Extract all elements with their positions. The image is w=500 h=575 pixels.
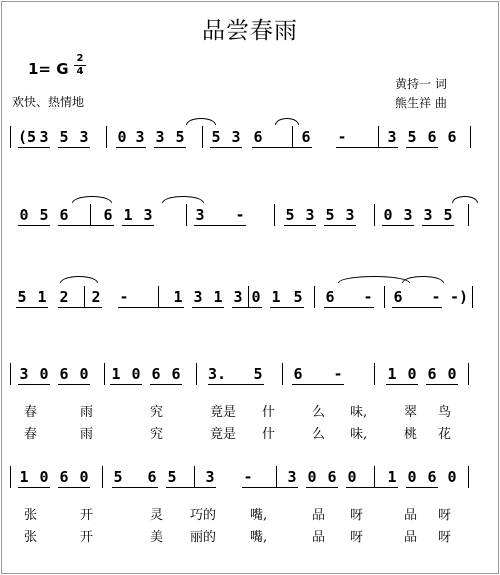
lyric-line2-word: 品 (312, 530, 326, 545)
time-signature (72, 53, 88, 78)
lyric-line2-word: 呀 (438, 530, 452, 545)
beam-line (58, 487, 90, 488)
note: 1 (19, 468, 29, 486)
note: - (333, 365, 343, 383)
note: 0 (79, 468, 89, 486)
beam-line (210, 147, 242, 148)
note: - (337, 128, 347, 146)
note: 6 (253, 128, 263, 146)
bar-line (292, 126, 293, 148)
lyric-line2-word: 开 (80, 530, 94, 545)
beam-line (406, 487, 438, 488)
note: 5 (175, 128, 185, 146)
slur-arc (72, 196, 112, 203)
bar-line (384, 286, 385, 308)
beam-line (58, 307, 102, 308)
note: 0 (19, 206, 29, 224)
note: 3 (423, 206, 433, 224)
note: 1 (37, 288, 47, 306)
meter-bottom: 4 (76, 66, 84, 77)
note: 5 (211, 128, 221, 146)
lyric-line1-word: 什 (262, 405, 276, 420)
note: 0 (117, 128, 127, 146)
bar-line (470, 126, 471, 148)
note: - (235, 206, 245, 224)
bar-line (202, 126, 203, 148)
bar-line (106, 126, 107, 148)
note: 3 (233, 288, 243, 306)
note: 5 (325, 206, 335, 224)
lyric-line2-word: 品 (404, 530, 418, 545)
lyric-line2-word: 味, (350, 427, 368, 442)
beam-line (16, 307, 48, 308)
lyric-line1-word: 么 (312, 405, 326, 420)
lyric-line1-word: 开 (80, 508, 94, 523)
bar-line (196, 363, 197, 385)
lyric-line2-word: 花 (438, 427, 452, 442)
bar-line (194, 466, 195, 488)
lyric-line2-word: 竟是 (210, 427, 237, 442)
beam-line (110, 384, 142, 385)
note: 5 (293, 288, 303, 306)
beam-line (422, 225, 454, 226)
beam-line (242, 487, 298, 488)
note: 0 (39, 468, 49, 486)
note: 3 (403, 206, 413, 224)
slur-arc (186, 118, 216, 125)
note: 3 (143, 206, 153, 224)
note: 3 (345, 206, 355, 224)
note: 3 (193, 288, 203, 306)
lyric-line1-word: 巧的 (190, 508, 217, 523)
note: 5 (113, 468, 123, 486)
note: 6 (59, 468, 69, 486)
note: 6 (147, 468, 157, 486)
bar-line (104, 363, 105, 385)
lyric-line1-word: 品 (312, 508, 326, 523)
beam-line (122, 225, 154, 226)
bar-line (10, 363, 11, 385)
note: 6 (447, 128, 457, 146)
note: 6 (393, 288, 403, 306)
note: 5 (407, 128, 417, 146)
bar-line (10, 126, 11, 148)
lyric-line2-word: 丽的 (190, 530, 217, 545)
tempo-marking: 欢快、热情地 (12, 95, 85, 109)
meter-top: 2 (76, 53, 84, 64)
bar-line (468, 466, 469, 488)
note: 3 (135, 128, 145, 146)
beam-line (58, 147, 90, 148)
lyric-line2-word: 桃 (404, 427, 418, 442)
note: 3 (231, 128, 241, 146)
lyricist-credit: 黄持一 词 (395, 77, 447, 91)
bar-line (374, 204, 375, 226)
bar-line (282, 363, 283, 385)
note: 0 (447, 365, 457, 383)
bar-line (90, 204, 91, 226)
note: 3 (39, 128, 49, 146)
bar-line (84, 286, 85, 308)
bar-line (248, 286, 249, 308)
beam-line (306, 487, 338, 488)
note: - (363, 288, 373, 306)
note: 3 (305, 206, 315, 224)
note: 0 (307, 468, 317, 486)
lyric-line1-word: 嘴, (250, 508, 268, 523)
slur-arc (338, 276, 410, 283)
beam-line (118, 307, 184, 308)
note: 3 (387, 128, 397, 146)
note: (5 (18, 128, 37, 146)
beam-line (154, 147, 186, 148)
beam-line (426, 384, 458, 385)
lyric-line1-word: 张 (24, 508, 38, 523)
beam-line (232, 307, 262, 308)
bar-line (468, 363, 469, 385)
slur-arc (162, 196, 204, 203)
note: 5 (59, 128, 69, 146)
note: 1 (111, 365, 121, 383)
bar-line (10, 466, 11, 488)
note: 1 (387, 365, 397, 383)
lyric-line1-word: 鸟 (438, 405, 452, 420)
beam-line (284, 225, 316, 226)
note: 6 (293, 365, 303, 383)
note: 0 (347, 468, 357, 486)
slur-arc (275, 118, 299, 125)
note: - (119, 288, 129, 306)
beam-line (270, 307, 304, 308)
song-title: 品尝春雨 (202, 18, 298, 44)
beam-line (382, 225, 414, 226)
beam-line (292, 384, 344, 385)
lyric-line1-word: 呀 (438, 508, 452, 523)
note: 5 (39, 206, 49, 224)
note: 6 (103, 206, 113, 224)
note: 5 (443, 206, 453, 224)
beam-line (150, 384, 182, 385)
note: 6 (59, 365, 69, 383)
note: 6 (327, 468, 337, 486)
note: 0 (39, 365, 49, 383)
bar-line (374, 466, 375, 488)
bar-line (186, 204, 187, 226)
bar-line (314, 286, 315, 308)
note: 0 (407, 468, 417, 486)
note: 3 (19, 365, 29, 383)
note: 0 (447, 468, 457, 486)
note: - (431, 288, 441, 306)
note: 0 (407, 365, 417, 383)
note: 0 (383, 206, 393, 224)
bar-line (274, 204, 275, 226)
note: 6 (427, 468, 437, 486)
note: 1 (213, 288, 223, 306)
lyric-line2-word: 嘴, (250, 530, 268, 545)
note: 1 (173, 288, 183, 306)
bar-line (374, 363, 375, 385)
note: 5 (285, 206, 295, 224)
beam-line (208, 384, 264, 385)
slur-arc (60, 276, 98, 283)
beam-line (194, 225, 246, 226)
note: 6 (59, 206, 69, 224)
note: 5 (17, 288, 27, 306)
bar-line (102, 466, 103, 488)
note: 6 (301, 128, 311, 146)
key-signature: 1= G (28, 60, 69, 78)
beam-line (18, 487, 50, 488)
note: 3. (208, 365, 227, 383)
lyric-line1-word: 雨 (80, 405, 94, 420)
beam-line (336, 147, 398, 148)
lyric-line2-word: 美 (150, 530, 164, 545)
note: 6 (427, 128, 437, 146)
lyric-line1-word: 品 (404, 508, 418, 523)
bar-line (378, 126, 379, 148)
bar-line (472, 286, 473, 308)
note: 0 (79, 365, 89, 383)
lyric-line1-word: 究 (150, 405, 164, 420)
lyric-line2-word: 什 (262, 427, 276, 442)
composer-credit: 熊生祥 曲 (395, 96, 447, 110)
lyric-line1-word: 春 (24, 405, 38, 420)
note: -) (450, 288, 469, 306)
beam-line (116, 147, 146, 148)
beam-line (406, 147, 438, 148)
beam-line (346, 487, 398, 488)
note: 5 (167, 468, 177, 486)
beam-line (386, 384, 418, 385)
beam-line (58, 225, 114, 226)
beam-line (58, 384, 90, 385)
slur-arc (402, 276, 444, 283)
beam-line (252, 147, 312, 148)
note: 2 (59, 288, 69, 306)
note: 5 (253, 365, 263, 383)
note: 2 (91, 288, 101, 306)
lyric-line2-word: 春 (24, 427, 38, 442)
lyric-line1-word: 竟是 (210, 405, 237, 420)
note: 1 (271, 288, 281, 306)
lyric-line1-word: 味, (350, 405, 368, 420)
note: 1 (123, 206, 133, 224)
beam-line (112, 487, 158, 488)
note: 6 (171, 365, 181, 383)
note: - (243, 468, 253, 486)
note: 0 (131, 365, 141, 383)
beam-line (18, 384, 50, 385)
note: 6 (325, 288, 335, 306)
beam-line (192, 307, 224, 308)
lyric-line1-word: 翠 (404, 405, 418, 420)
note: 3 (195, 206, 205, 224)
bar-line (158, 286, 159, 308)
lyric-line2-word: 究 (150, 427, 164, 442)
note: 3 (155, 128, 165, 146)
note: 3 (79, 128, 89, 146)
beam-line (18, 225, 50, 226)
beam-line (324, 307, 374, 308)
note: 3 (205, 468, 215, 486)
lyric-line1-word: 呀 (350, 508, 364, 523)
lyric-line2-word: 么 (312, 427, 326, 442)
lyric-line2-word: 张 (24, 530, 38, 545)
lyric-line1-word: 灵 (150, 508, 164, 523)
beam-line (392, 307, 442, 308)
note: 6 (151, 365, 161, 383)
note: 0 (251, 288, 261, 306)
beam-line (324, 225, 356, 226)
bar-line (468, 204, 469, 226)
lyric-line2-word: 呀 (350, 530, 364, 545)
lyric-line2-word: 雨 (80, 427, 94, 442)
note: 6 (427, 365, 437, 383)
note: 1 (387, 468, 397, 486)
note: 3 (287, 468, 297, 486)
beam-line (18, 147, 50, 148)
beam-line (166, 487, 216, 488)
bar-line (276, 466, 277, 488)
slur-arc (452, 196, 478, 203)
